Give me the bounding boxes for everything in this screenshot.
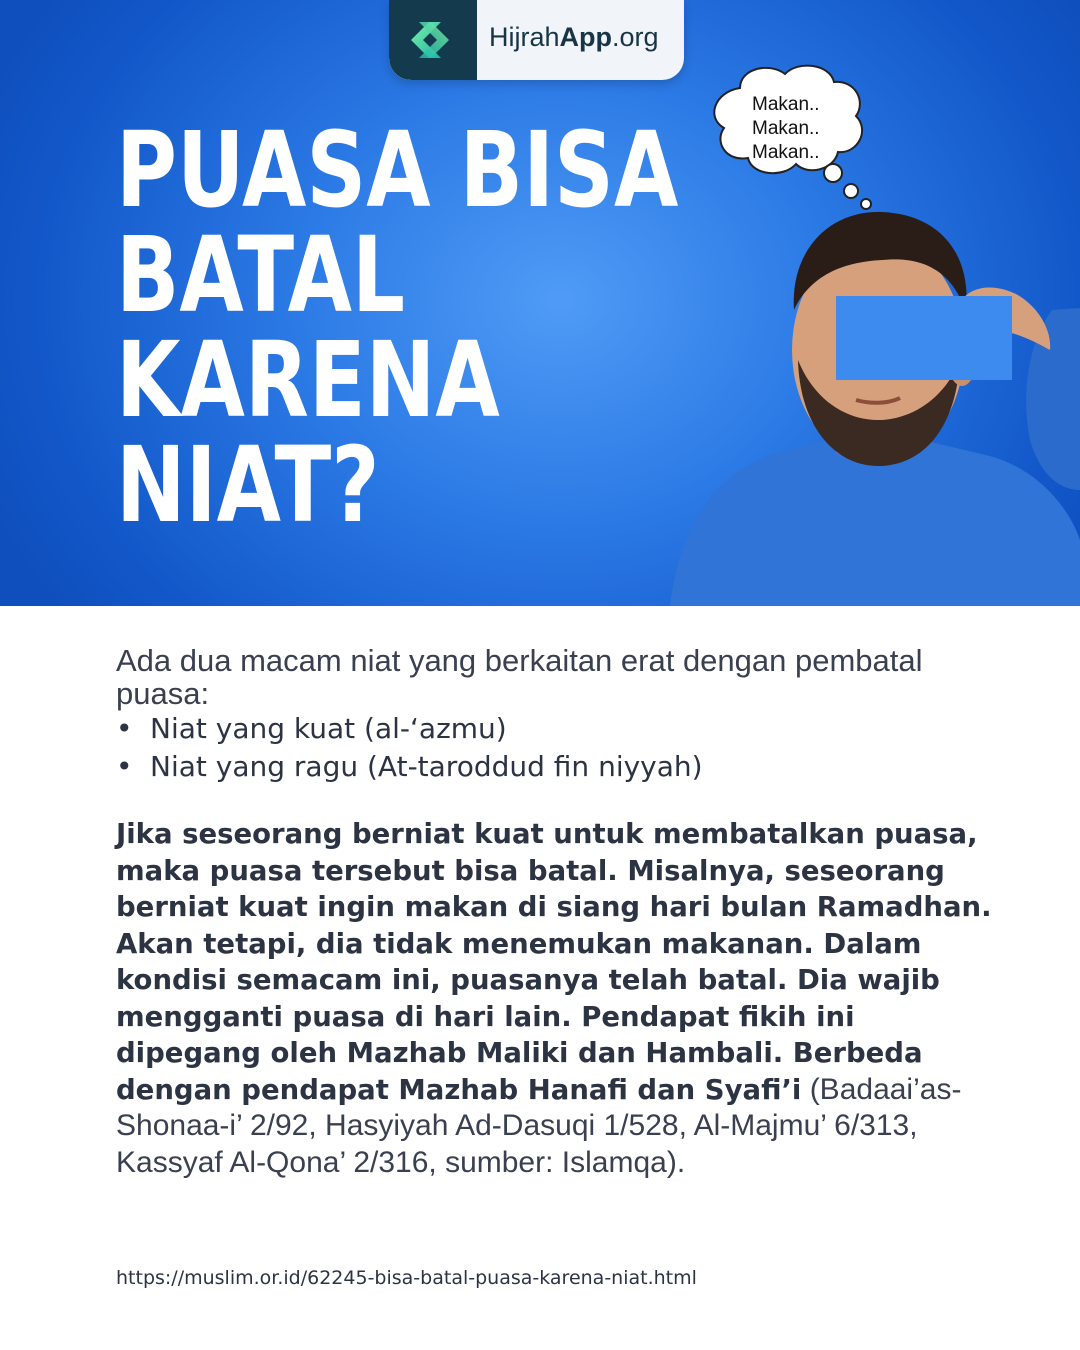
title-line-1: PUASA BISA: [116, 109, 679, 231]
list-item: [116, 710, 996, 748]
paragraph-bold-text: Jika seseorang berniat kuat untuk membatalkan puasa, maka puasa tersebut bisa batal. Misalnya, seseorang berniat kuat ingin makan di siang hari bulan Ramadhan. Akan tetapi, dia tidak menemukan makanan. Dalam kondisi semacam ini, puasanya telah batal. Dia wajib mengganti puasa di hari lain. Pendapat fikih ini dipegang oleh Mazhab Maliki dan Hambali. Berbeda dengan pendapat Mazhab Hanafi dan Syafi’i: [116, 818, 992, 1106]
bubble-line-1: Makan..: [752, 94, 820, 115]
niat-list: [116, 710, 996, 786]
list-item-text: Niat yang kuat (al-‘azmu): [150, 712, 507, 745]
brand-name: HijrahApp.org: [489, 22, 659, 52]
bullet-icon: •: [116, 712, 133, 745]
hijrahapp-logo-icon: [389, 0, 477, 80]
title-line-4: NIAT?: [116, 424, 380, 546]
brand-logo[interactable]: [389, 0, 684, 80]
main-paragraph: [116, 816, 996, 1181]
person-thinking-illustration: [660, 190, 1080, 606]
thought-bubble-text: [752, 93, 842, 165]
bubble-line-2: Makan..: [752, 118, 820, 139]
page-title: [116, 109, 679, 546]
bullet-icon: •: [116, 750, 133, 783]
list-item-text: Niat yang ragu (At-taroddud fin niyyah): [150, 750, 703, 783]
paragraph-references: (Badaai’as-Shonaa-i’ 2/92, Hasyiyah Ad-Dasuqi 1/528, Al-Majmu’ 6/313, Kassyaf Al-Qona’ 2/316, sumber: Islamqa).: [116, 1072, 962, 1179]
hero-banner: [0, 0, 1080, 606]
intro-text: Ada dua macam niat yang berkaitan erat dengan pembatal puasa:: [116, 643, 923, 711]
bubble-line-3: Makan..: [752, 142, 820, 163]
article-body: [116, 644, 996, 1181]
source-link[interactable]: https://muslim.or.id/62245-bisa-batal-puasa-karena-niat.html: [116, 1267, 697, 1289]
list-item: [116, 748, 996, 786]
title-line-2: BATAL: [116, 214, 406, 336]
title-line-3: KARENA: [116, 319, 500, 441]
